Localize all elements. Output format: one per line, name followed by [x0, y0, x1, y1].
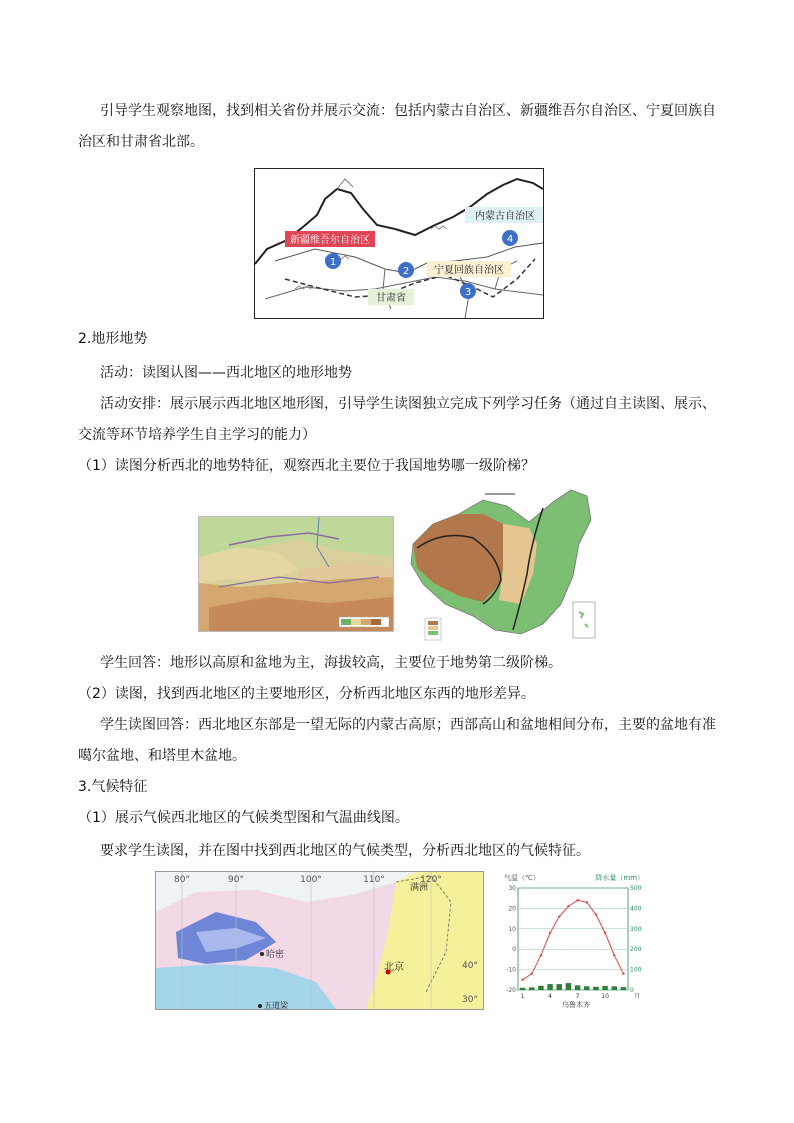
intro-line-1: 引导学生观察地图，找到相关省份并展示交流：包括内蒙古自治区、新疆维吾尔自治区、宁夏回族自	[100, 103, 716, 119]
chart-ytick-right: 0	[630, 987, 634, 994]
section3-task: 要求学生读图，并在图中找到西北地区的气候类型，分析西北地区的气候特征。	[100, 843, 590, 859]
chart-point-temp	[521, 979, 523, 981]
chart-xtick: 7	[575, 993, 580, 1000]
chart-ytick-left: -10	[506, 966, 516, 974]
chart-bar-precip	[621, 987, 627, 990]
chart-ytick-right: 400	[630, 905, 642, 913]
label-ningxia: 宁夏回族自治区	[434, 265, 504, 276]
marker-2-label: 2	[402, 266, 410, 277]
chart-ytick-right: 300	[630, 925, 642, 933]
terrain-map-northwest	[198, 516, 394, 632]
chart-point-temp	[576, 899, 578, 901]
chart-point-temp	[613, 954, 615, 956]
section2-arrange-line-1: 活动安排：展示展示西北地区地形图，引导学生读图独立完成下列学习任务（通过自主读图、展示、	[100, 396, 716, 412]
chart-bar-precip	[529, 987, 535, 990]
chart-station: 乌鲁木齐	[562, 1001, 590, 1009]
chart-bar-precip	[575, 985, 581, 990]
lon-110: 110°	[363, 875, 385, 885]
chart-bar-precip	[593, 987, 599, 990]
chart-bar-precip	[602, 986, 608, 990]
chart-point-temp	[622, 972, 624, 974]
section2-question-1: （1）读图分析西北的地势特征，观察西北主要位于我国地势哪一级阶梯？	[78, 458, 535, 474]
chart-bar-precip	[584, 986, 590, 990]
marker-4-label: 4	[506, 234, 514, 245]
section3-question-1: （1）展示气候西北地区的气候类型图和气温曲线图。	[78, 810, 409, 826]
intro-line-2: 治区和甘肃省北部。	[78, 134, 204, 150]
chart-point-temp	[604, 932, 606, 934]
lat-30: 30°	[462, 995, 478, 1005]
section3-heading: 3.气候特征	[78, 779, 148, 795]
chart-bar-precip	[538, 986, 544, 990]
marker-1-label: 1	[329, 257, 337, 268]
chart-point-temp	[549, 932, 551, 934]
chart-point-temp	[567, 905, 569, 907]
climate-map	[155, 871, 484, 1010]
chart-bar-precip	[557, 984, 563, 990]
section2-heading: 2.地形地势	[78, 331, 148, 347]
section2-answer-1: 学生回答：地形以高原和盆地为主，海拔较高，主要位于地势第二级阶梯。	[100, 655, 562, 671]
chart-xtick: 4	[548, 993, 552, 1000]
lat-40: 40°	[462, 961, 478, 971]
chart-point-temp	[586, 901, 588, 903]
section2-answer-2-line-1: 学生读图回答：西北地区东部是一望无际的内蒙古高原；西部高山和盆地相间分布，主要的盆地有准	[100, 717, 716, 733]
city-wudaoliang: 五道梁	[264, 1001, 288, 1009]
lon-80: 80°	[174, 875, 190, 885]
marker-3-label: 3	[464, 287, 472, 298]
section2-arrange-line-2: 交流等环节培养学生自主学习的能力）	[78, 427, 316, 443]
chart-ytick-left: 0	[512, 946, 516, 954]
city-manzhouli: 满洲	[410, 883, 429, 893]
label-xinjiang: 新疆维吾尔自治区	[290, 235, 370, 246]
chart-ylabel-right: 降水量（mm）	[595, 874, 644, 882]
chart-xtick: 1	[520, 993, 525, 1000]
climate-chart	[500, 870, 648, 1010]
chart-point-temp	[558, 915, 560, 917]
label-gansu: 甘肃省	[376, 293, 406, 304]
chart-point-temp	[531, 972, 533, 974]
chart-bar-precip	[566, 983, 572, 990]
chart-point-temp	[595, 913, 597, 915]
label-neimenggu: 内蒙古自治区	[475, 211, 535, 222]
chart-ytick-right: 200	[630, 946, 642, 954]
section2-answer-2-line-2: 噶尔盆地、和塔里木盆地。	[78, 748, 246, 764]
lon-120: 120°	[420, 875, 442, 885]
chart-line-temp	[523, 900, 624, 980]
terrain-map-china	[403, 484, 598, 646]
chart-ytick-right: 500	[630, 885, 642, 892]
lon-100: 100°	[300, 875, 322, 885]
chart-bar-precip	[612, 986, 618, 990]
region-map	[254, 168, 544, 319]
chart-bar-precip	[547, 984, 553, 990]
section2-activity: 活动：读图认图——西北地区的地形地势	[100, 365, 352, 381]
chart-ytick-left: 30	[508, 885, 516, 892]
chart-ytick-left: 10	[508, 925, 516, 933]
section2-question-2: （2）读图，找到西北地区的主要地形区，分析西北地区东西的地形差异。	[78, 686, 535, 702]
lon-90: 90°	[228, 875, 244, 885]
chart-ytick-right: 100	[630, 966, 642, 974]
chart-ylabel-left: 气温（℃）	[504, 874, 540, 882]
chart-xtick: 10	[601, 993, 609, 1000]
city-hami: 哈密	[266, 950, 285, 960]
city-wudaoliang-dot	[258, 1004, 262, 1008]
city-hami-dot	[260, 952, 264, 956]
chart-xlabel: 月	[634, 993, 641, 1000]
chart-bar-precip	[520, 988, 526, 990]
chart-point-temp	[540, 954, 542, 956]
city-beijing: 北京	[384, 962, 404, 973]
chart-ytick-left: 20	[508, 905, 516, 913]
chart-ytick-left: -20	[506, 987, 516, 994]
